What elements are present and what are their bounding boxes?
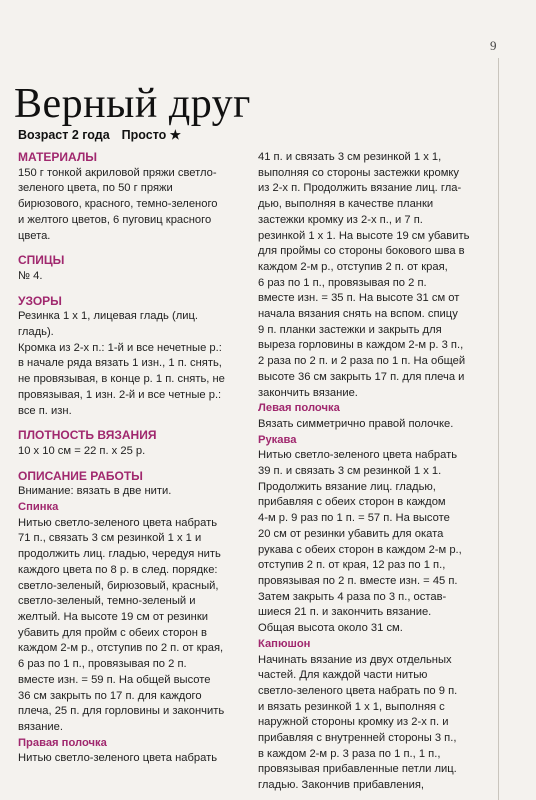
text-line: цвета. (18, 229, 51, 242)
text-line: прибавляя с внутренней стороны 3 п., (258, 732, 457, 745)
text-line: начала вязания снять на вспом. спицу (258, 308, 458, 321)
density-text (18, 444, 246, 460)
text-line: отступив 2 п. от края, 12 раз по 1 п., (258, 559, 446, 572)
text-line: резинкой 1 х 1. На высоте 19 см убавить (258, 229, 470, 242)
text-line: не провязывая, в конце р. 1 п. снять, не (18, 373, 225, 386)
text-line: 41 п. и связать 3 см резинкой 1 х 1, (258, 151, 442, 163)
text-line: вместе изн. = 59 п. На общей высоте (18, 673, 211, 686)
text-line: Внимание: вязать в две нити. (18, 485, 172, 498)
text-line: 9 п. планки застежки и закрыть для (258, 323, 442, 336)
text-line: Кромка из 2-х п.: 1-й и все нечетные р.: (18, 341, 222, 354)
needles-heading: СПИЦЫ (18, 253, 65, 268)
right-front-heading: Правая полочка (18, 736, 107, 749)
right-column (258, 150, 493, 794)
text-line: гладью. Закончив прибавления, (258, 779, 425, 792)
text-line: светло-зеленый, бирюзовый, красный, (18, 579, 219, 592)
back-heading: Спинка (18, 501, 59, 514)
difficulty-label: Просто ★ (121, 128, 181, 142)
text-line: выреза горловины в каждом 2-м р. 3 п., (258, 339, 464, 352)
text-line: рукава с обеих сторон в каждом 2-м р., (258, 543, 462, 556)
text-line: зеленого цвета, по 50 г пряжи (18, 182, 173, 195)
margin-rule (498, 58, 499, 800)
text-line: для проймы со стороны бокового шва в (258, 245, 465, 258)
text-line: продолжить лиц. гладью, чередуя нить (18, 548, 221, 561)
text-line: наружной стороны кромку из 2-х п. и (258, 716, 449, 729)
page-number: 9 (490, 38, 497, 53)
text-line: вместе изн. = 35 п. На высоте 31 см от (258, 292, 460, 305)
text-line: 10 х 10 см = 22 п. х 25 р. (18, 444, 146, 457)
text-line: бирюзового, красного, темно-зеленого (18, 198, 218, 211)
text-line: частей. Для каждой части нитью (258, 669, 428, 682)
sleeves-heading: Рукава (258, 433, 297, 446)
description-text (18, 484, 246, 500)
text-line: и желтого цветов, 6 пуговиц красного (18, 213, 212, 226)
patterns-heading: УЗОРЫ (18, 293, 62, 308)
text-line: Начинать вязание из двух отдельных (258, 653, 452, 666)
text-line: № 4. (18, 269, 43, 282)
text-line: каждого цвета по 8 р. в след. порядке: (18, 563, 218, 576)
text-line: Продолжить вязание лиц. гладью, (258, 480, 436, 493)
text-line: закончить вязание. (258, 386, 358, 399)
text-line: Затем закрыть 4 раза по 3 п., остав- (258, 590, 447, 603)
text-line: Нитью светло-зеленого цвета набрать (258, 449, 458, 462)
text-line: светло-зеленый, темно-зеленый и (18, 595, 196, 608)
text-line: шиеся 21 п. и закончить вязание. (258, 606, 432, 619)
subtitle (18, 127, 181, 142)
right-front-text (18, 751, 246, 767)
text-line: 4-м р. 9 раз по 1 п. = 57 п. На высоте (258, 512, 450, 525)
text-line: гладь). (18, 326, 54, 339)
left-column (18, 150, 246, 767)
text-line: провязывая, 1 изн. 2-й и все четные р.: (18, 388, 222, 401)
text-line: Нитью светло-зеленого цвета набрать (18, 752, 218, 765)
left-front-heading: Левая полочка (258, 402, 340, 415)
left-front-text (258, 417, 493, 433)
text-line: Нитью светло-зеленого цвета набрать (18, 516, 218, 529)
hood-heading: Капюшон (258, 637, 311, 650)
text-line: в начале ряда вязать 1 изн., 1 п. снять, (18, 357, 222, 370)
text-line: каждом 2-м р., отступив по 2 п. от края, (18, 642, 224, 655)
text-line: дью, выполняя в качестве планки (258, 198, 434, 211)
density-heading: ПЛОТНОСТЬ ВЯЗАНИЯ (18, 428, 157, 443)
description-heading: ОПИСАНИЕ РАБОТЫ (18, 468, 143, 483)
text-line: из 2-х п. Продолжить вязание лиц. гла- (258, 182, 462, 195)
text-line: плеча, 25 п. для горловины и закончить (18, 705, 225, 718)
text-line: светло-зеленого цвета набрать по 9 п. (258, 684, 458, 697)
text-line: и вязать резинкой 1 х 1, выполняя с (258, 700, 445, 713)
text-line: провязывая по 2 п. вместе изн. = 45 п. (258, 574, 458, 587)
patterns-text (18, 309, 246, 419)
page-title: Верный друг (14, 81, 251, 127)
text-line: желтый. На высоте 19 см от резинки (18, 610, 208, 623)
text-line: 39 п. и связать 3 см резинкой 1 х 1. (258, 465, 442, 478)
age-label: Возраст 2 года (18, 128, 110, 142)
text-line: застежки кромку из 2-х п., и 7 п. (258, 213, 423, 226)
right-front-continued (258, 150, 493, 401)
text-line: 2 раза по 2 п. и 2 раза по 1 п. На общей (258, 355, 466, 368)
text-line: 36 см закрыть по 17 п. для каждого (18, 689, 202, 702)
text-line: 6 раз по 1 п., провязывая по 2 п. (18, 658, 187, 671)
text-line: 20 см от резинки убавить для оката (258, 527, 444, 540)
text-line: все п. изн. (18, 404, 72, 417)
text-line: прибавляя с обеих сторон в каждом (258, 496, 446, 509)
text-line: вязание. (18, 720, 63, 733)
text-line: каждом 2-м р., отступив 2 п. от края, (258, 260, 448, 273)
text-line: 150 г тонкой акриловой пряжи светло- (18, 166, 217, 179)
text-line: высоте 36 см закрыть 17 п. для плеча и (258, 370, 465, 383)
text-line: Общая высота около 31 см. (258, 622, 403, 635)
text-line: Резинка 1 х 1, лицевая гладь (лиц. (18, 310, 198, 323)
back-text (18, 516, 246, 736)
text-line: выполняя со стороны застежки кромку (258, 166, 460, 179)
text-line: 6 раз по 1 п., провязывая по 2 п. (258, 276, 427, 289)
materials-text (18, 166, 246, 245)
needles-text (18, 269, 246, 285)
text-line: Вязать симметрично правой полочке. (258, 417, 454, 430)
text-line: провязывая прибавленные петли лиц. (258, 763, 457, 776)
text-line: в каждом 2-м р. 3 раза по 1 п., 1 п., (258, 747, 441, 760)
sleeves-text (258, 448, 493, 636)
materials-heading: МАТЕРИАЛЫ (18, 150, 98, 164)
hood-text (258, 653, 493, 794)
text-line: убавить для пройм с обеих сторон в (18, 626, 207, 639)
text-line: 71 п., связать 3 см резинкой 1 х 1 и (18, 532, 202, 545)
